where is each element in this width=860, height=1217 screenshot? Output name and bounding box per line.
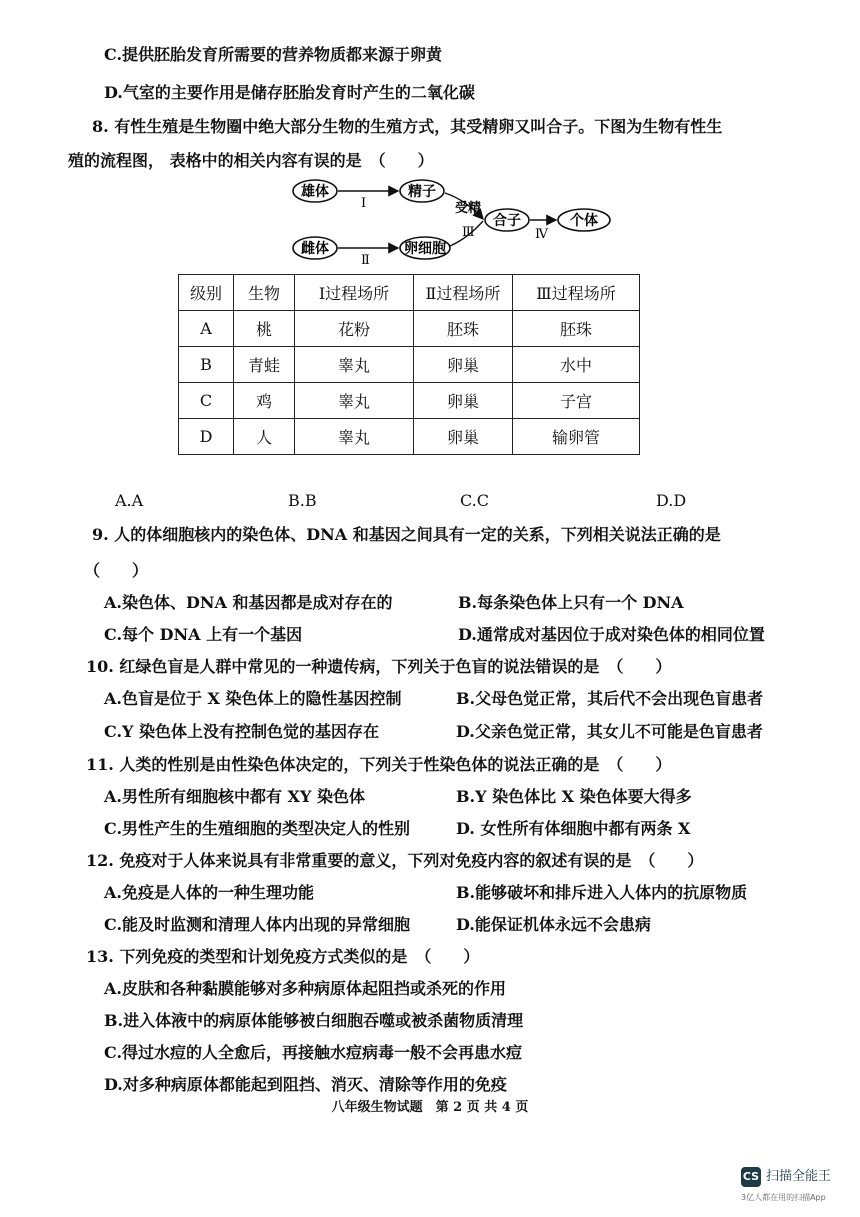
label-process-3: Ⅲ bbox=[462, 225, 475, 240]
q8-option-d: D.D bbox=[656, 491, 687, 510]
node-zygote-label: 合子 bbox=[493, 213, 521, 229]
q10-option-c: C.Y 染色体上没有控制色觉的基因存在 bbox=[104, 722, 380, 741]
table-cell: 睾丸 bbox=[295, 419, 414, 455]
q13-option-a: A.皮肤和各种黏膜能够对多种病原体起阻挡或杀死的作用 bbox=[104, 979, 506, 998]
q12-option-b: B.能够破坏和排斥进入人体内的抗原物质 bbox=[456, 883, 748, 902]
node-egg-label: 卵细胞 bbox=[404, 241, 446, 257]
table-cell: 卵巢 bbox=[414, 347, 513, 383]
table-cell: D bbox=[179, 419, 234, 455]
node-female-label: 雌体 bbox=[301, 241, 329, 257]
table-cell: 睾丸 bbox=[295, 383, 414, 419]
node-sperm-label: 精子 bbox=[408, 184, 436, 200]
table-cell: 输卵管 bbox=[513, 419, 640, 455]
q9-option-d: D.通常成对基因位于成对染色体的相同位置 bbox=[458, 625, 765, 644]
sexual-reproduction-flow-diagram bbox=[288, 172, 628, 264]
camscanner-tagline: 3亿人都在用的扫描App bbox=[741, 1193, 826, 1202]
q10-option-a: A.色盲是位于 X 染色体上的隐性基因控制 bbox=[104, 689, 402, 708]
table-header-cell: Ⅰ过程场所 bbox=[295, 275, 414, 311]
q8-option-a: A.A bbox=[115, 491, 144, 510]
q11-option-b: B.Y 染色体比 X 染色体要大得多 bbox=[456, 787, 692, 806]
q9-option-b: B.每条染色体上只有一个 DNA bbox=[458, 593, 684, 612]
camscanner-logo-icon: CS bbox=[741, 1167, 761, 1187]
q8-stem-line2: 殖的流程图， 表格中的相关内容有误的是 （ ） bbox=[68, 151, 434, 170]
table-cell: 胚珠 bbox=[513, 311, 640, 347]
q10-option-b: B.父母色觉正常，其后代不会出现色盲患者 bbox=[456, 689, 764, 708]
q7-option-d: D.气室的主要作用是储存胚胎发育时产生的二氧化碳 bbox=[104, 83, 475, 102]
table-cell: 鸡 bbox=[234, 383, 295, 419]
q13-option-c: C.得过水痘的人全愈后，再接触水痘病毒一般不会再患水痘 bbox=[104, 1043, 523, 1062]
table-row bbox=[179, 419, 640, 455]
table-cell: 青蛙 bbox=[234, 347, 295, 383]
table-cell: 胚珠 bbox=[414, 311, 513, 347]
table-row bbox=[179, 383, 640, 419]
q8-option-c: C.C bbox=[460, 491, 489, 510]
table-cell: 桃 bbox=[234, 311, 295, 347]
q9-option-a: A.染色体、DNA 和基因都是成对存在的 bbox=[104, 593, 393, 612]
q13-option-b: B.进入体液中的病原体能够被白细胞吞噬或被杀菌物质清理 bbox=[104, 1011, 524, 1030]
table-cell: 人 bbox=[234, 419, 295, 455]
table-cell: 子宫 bbox=[513, 383, 640, 419]
table-cell: 卵巢 bbox=[414, 419, 513, 455]
q12-option-d: D.能保证机体永远不会患病 bbox=[456, 915, 651, 934]
table-row bbox=[179, 347, 640, 383]
table-header-row bbox=[179, 275, 640, 311]
q11-option-d: D. 女性所有体细胞中都有两条 X bbox=[456, 819, 691, 838]
label-process-1: Ⅰ bbox=[361, 196, 367, 211]
q10-option-d: D.父亲色觉正常，其女儿不可能是色盲患者 bbox=[456, 722, 763, 741]
table-cell: B bbox=[179, 347, 234, 383]
table-header-cell: 生物 bbox=[234, 275, 295, 311]
table-header-cell: Ⅱ过程场所 bbox=[414, 275, 513, 311]
node-male-label: 雄体 bbox=[301, 184, 329, 200]
table-cell: 花粉 bbox=[295, 311, 414, 347]
table-cell: C bbox=[179, 383, 234, 419]
table-header-cell: 级别 bbox=[179, 275, 234, 311]
label-process-2: Ⅱ bbox=[361, 253, 370, 264]
q8-table bbox=[178, 274, 640, 455]
camscanner-name: 扫描全能王 bbox=[766, 1169, 832, 1184]
q8-option-b: B.B bbox=[288, 491, 317, 510]
label-fertilization: 受精 bbox=[455, 201, 482, 216]
q7-option-c: C.提供胚胎发育所需要的营养物质都来源于卵黄 bbox=[104, 45, 443, 64]
table-cell: 水中 bbox=[513, 347, 640, 383]
q13-stem: 13. 下列免疫的类型和计划免疫方式类似的是 （ ） bbox=[86, 947, 480, 966]
q12-stem: 12. 免疫对于人体来说具有非常重要的意义，下列对免疫内容的叙述有误的是 （ ） bbox=[86, 851, 704, 870]
q9-stem: 9. 人的体细胞核内的染色体、DNA 和基因之间具有一定的关系，下列相关说法正确的是 bbox=[92, 525, 721, 544]
table-row bbox=[179, 311, 640, 347]
page-footer: 八年级生物试题 第 2 页 共 4 页 bbox=[331, 1100, 529, 1115]
q13-option-d: D.对多种病原体都能起到阻挡、消灭、清除等作用的免疫 bbox=[104, 1075, 507, 1094]
q11-stem: 11. 人类的性别是由性染色体决定的，下列关于性染色体的说法正确的是 （ ） bbox=[86, 755, 672, 774]
q11-option-a: A.男性所有细胞核中都有 XY 染色体 bbox=[104, 787, 365, 806]
table-cell: A bbox=[179, 311, 234, 347]
q10-stem: 10. 红绿色盲是人群中常见的一种遗传病，下列关于色盲的说法错误的是 （ ） bbox=[86, 657, 672, 676]
q11-option-c: C.男性产生的生殖细胞的类型决定人的性别 bbox=[104, 819, 411, 838]
q9-stem-bracket: （ ） bbox=[84, 561, 149, 580]
table-cell: 睾丸 bbox=[295, 347, 414, 383]
q12-option-a: A.免疫是人体的一种生理功能 bbox=[104, 883, 314, 902]
node-individual-label: 个体 bbox=[570, 213, 598, 229]
table-cell: 卵巢 bbox=[414, 383, 513, 419]
label-process-4: Ⅳ bbox=[535, 227, 548, 242]
table-header-cell: Ⅲ过程场所 bbox=[513, 275, 640, 311]
q12-option-c: C.能及时监测和清理人体内出现的异常细胞 bbox=[104, 915, 411, 934]
q8-stem-line1: 8. 有性生殖是生物圈中绝大部分生物的生殖方式，其受精卵又叫合子。下图为生物有性生 bbox=[92, 117, 723, 136]
q9-option-c: C.每个 DNA 上有一个基因 bbox=[104, 625, 303, 644]
